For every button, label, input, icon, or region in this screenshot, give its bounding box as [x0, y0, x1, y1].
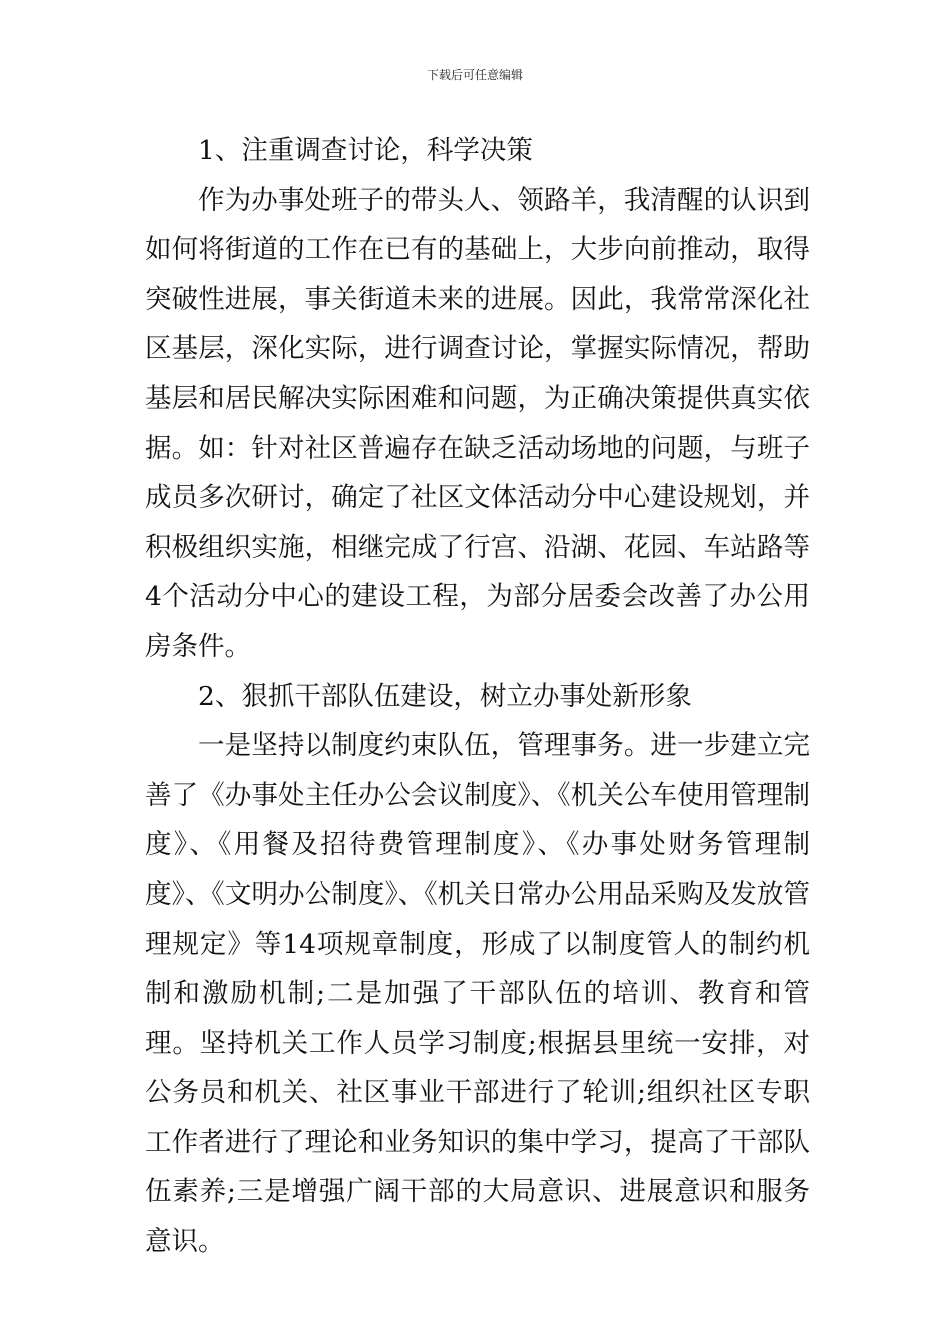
document-body — [145, 126, 810, 1267]
body-paragraph-1: 作为办事处班子的带头人、领路羊，我清醒的认识到如何将街道的工作在已有的基础上，大步向前推动，取得突破性进展，事关街道未来的进展。因此，我常常深化社区基层，深化实际，进行调查讨论，掌握实际情况，帮助基层和居民解决实际困难和问题，为正确决策提供真实依据。如：针对社区普遍存在缺乏活动场地的问题，与班子成员多次研讨，确定了社区文体活动分中心建设规划，并积极组织实施，相继完成了行宫、沿湖、花园、车站路等4个活动分中心的建设工程，为部分居委会改善了办公用房条件。 — [145, 184, 810, 662]
section-heading-1: 1、注重调查讨论，科学决策 — [198, 135, 533, 166]
page-header-note: 下载后可任意编辑 — [426, 68, 523, 82]
section-heading-2: 2、狠抓干部队伍建设，树立办事处新形象 — [198, 680, 692, 712]
body-paragraph-2: 一是坚持以制度约束队伍，管理事务。进一步建立完善了《办事处主任办公会议制度》、《机关公车使用管理制度》、《用餐及招待费管理制度》、《办事处财务管理制度》、《文明办公制度》、《机关日常办公用品采购及发放管理规定》等14项规章制度，形成了以制度管人的制约机制和激励机制;二是加强了干部队伍的培训、教育和管理。坚持机关工作人员学习制度;根据县里统一安排，对公务员和机关、社区事业干部进行了轮训;组织社区专职工作者进行了理论和业务知识的集中学习，提高了干部队伍素养;三是增强广阔干部的大局意识、进展意识和服务意识。 — [145, 730, 810, 1258]
